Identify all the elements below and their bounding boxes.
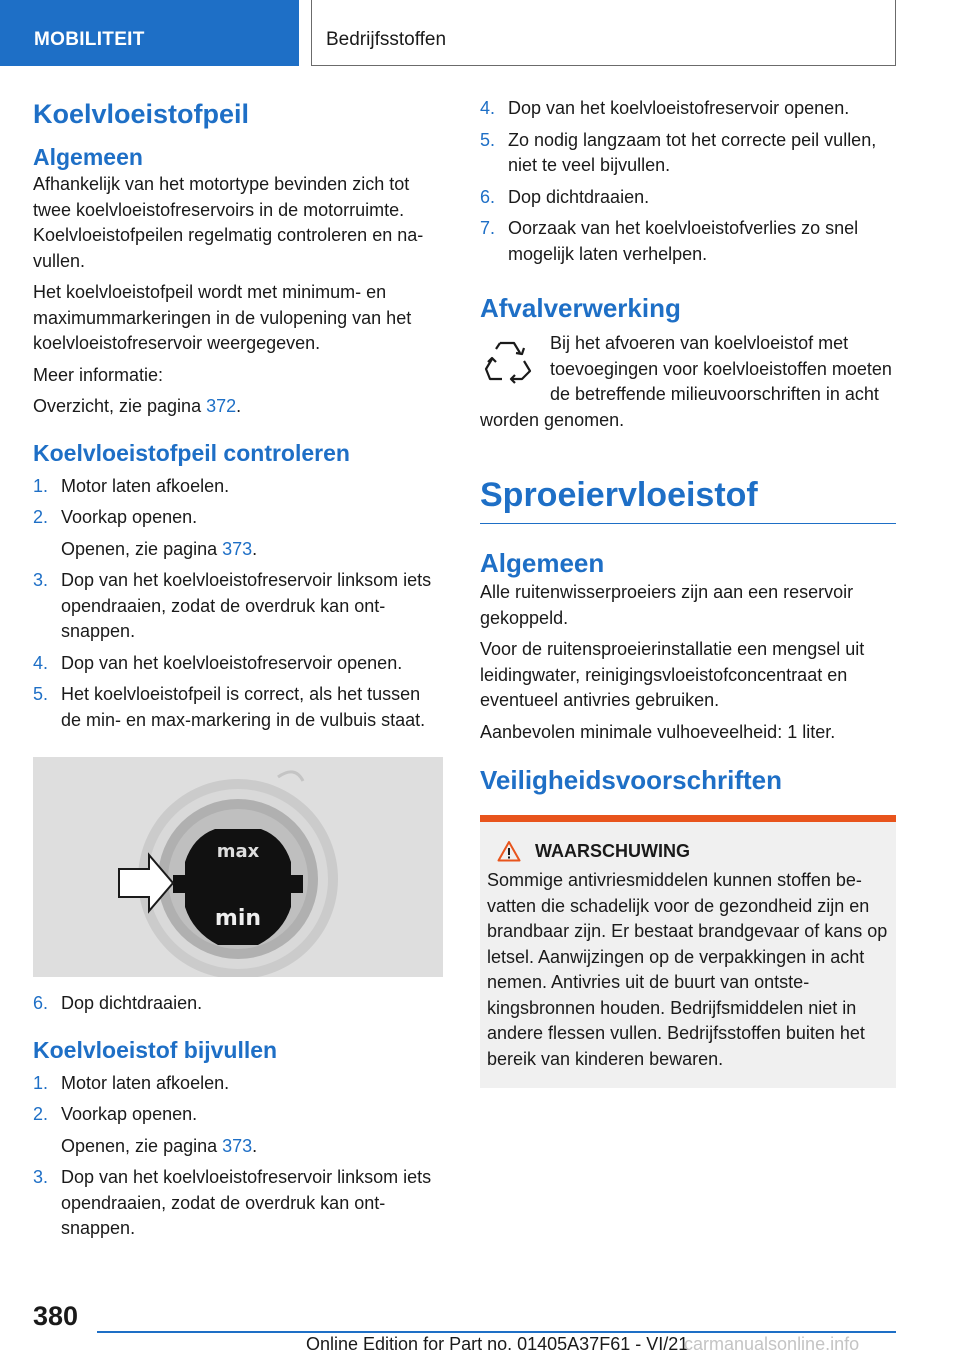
warning-heading xyxy=(487,840,889,862)
step-number: 2. xyxy=(33,507,49,527)
watermark: carmanualsonline.info xyxy=(684,1334,860,1354)
list-item xyxy=(33,1165,443,1242)
list-item xyxy=(480,216,896,267)
max-marking: max xyxy=(216,841,260,862)
left-column xyxy=(33,96,443,1248)
ref-end: . xyxy=(252,538,258,559)
paragraph: Meer informatie: xyxy=(33,364,164,385)
paragraph: Voor de ruitensproeierinstallatie een mengsel uit leidingwater, reinigingsvloeistofconcentraat en eventueel antivries gebruiken. xyxy=(480,639,865,710)
step-text: Motor laten afkoelen. xyxy=(61,1072,230,1093)
step-text: Dop van het koelvloeistofreservoir linksom iets opendraaien, zodat de overdruk kan ontsnappen. xyxy=(61,1167,432,1238)
section-title: Koelvloeistofpeil xyxy=(33,99,250,129)
list-item xyxy=(33,1071,443,1097)
steps-bijvullen-right xyxy=(480,96,896,267)
step-subtext xyxy=(33,537,443,563)
page-link-372[interactable]: 372 xyxy=(206,396,237,416)
ref-end: . xyxy=(252,1135,258,1156)
warning-text: Sommige antivriesmiddelen kunnen stoffen bevatten die schadelijk voor de gezondheid zijn en brandbaar zijn. Er bestaat brandgevaar of kans op letsel. Aanwijzingen op de verpakkingen in acht nemen. Antivries uit de buurt van ontstekingsbronnen houden. Bedrijfsmiddelen niet in andere flessen vullen. Bedrijfsstoffen buiten het bereik van kinderen bewaren. xyxy=(487,870,888,1069)
steps-controleren-cont xyxy=(33,568,443,733)
ref-end: . xyxy=(236,396,242,416)
heading-algemeen: Algemeen xyxy=(33,144,143,170)
step-subtext xyxy=(33,1134,443,1160)
step-text: Het koelvloeistofpeil is correct, als het tussen de min- en max-markering in de vulbuis staat. xyxy=(61,684,426,730)
coolant-level-figure xyxy=(33,757,443,977)
heading-bijvullen: Koelvloeistof bijvullen xyxy=(33,1036,278,1063)
min-marking: min xyxy=(214,906,262,931)
step-text: Motor laten afkoelen. xyxy=(61,475,230,496)
step-text: Dop van het koelvloeistofreservoir openen. xyxy=(508,98,850,118)
step-text: Dop van het koelvloeistofreservoir openen. xyxy=(61,652,403,673)
chapter-label: Bedrijfsstoffen xyxy=(326,29,447,50)
paragraph: Alle ruitenwisserproeiers zijn aan een reservoir gekoppeld. xyxy=(480,582,854,628)
list-item xyxy=(33,682,443,733)
recycle-icon xyxy=(482,335,532,385)
step-text: Dop van het koelvloeistofreservoir linksom iets opendraaien, zodat de overdruk kan ontsnappen. xyxy=(61,570,432,641)
step-number: 5. xyxy=(33,684,49,704)
list-item xyxy=(480,185,896,211)
section-label: MOBILITEIT xyxy=(34,29,145,50)
step-text: Oorzaak van het koelvloeistofverlies zo snel mogelijk laten verhelpen. xyxy=(508,218,859,264)
step-number: 3. xyxy=(33,570,49,590)
steps-bijvullen xyxy=(33,1071,443,1128)
right-column xyxy=(480,96,896,1088)
heading-algemeen: Algemeen xyxy=(480,548,605,578)
ref-text: Openen, zie pagina xyxy=(61,538,223,559)
ref-text: Overzicht, zie pagina xyxy=(33,396,207,416)
list-item xyxy=(33,651,443,677)
step-number: 2. xyxy=(33,1104,49,1124)
step-number: 4. xyxy=(480,98,496,118)
chapter-tab xyxy=(311,0,896,66)
page-number: 380 xyxy=(33,1301,79,1331)
step-text: Dop dichtdraaien. xyxy=(508,186,650,207)
warning-triangle-icon xyxy=(497,840,521,862)
steps-bijvullen-cont xyxy=(33,1165,443,1242)
paragraph: Het koelvloeistofpeil wordt met minimum- en maximummarkeringen in de vulopening van het koelvloeistofreservoir weergegeven. xyxy=(33,282,412,353)
warning-box xyxy=(480,815,896,1088)
step-number: 1. xyxy=(33,475,49,496)
step-number: 1. xyxy=(33,1072,49,1093)
list-item xyxy=(33,474,443,500)
paragraph: Afhankelijk van het motortype bevinden zich tot twee koelvloeistofreservoirs in de motorruimte. Koelvloeistofpeilen regelmatig controleren en navullen. xyxy=(33,174,424,271)
heading-veiligheid: Veiligheidsvoorschriften xyxy=(480,765,782,795)
edition-text: Online Edition for Part no. 01405A37F61 - VI/21 xyxy=(306,1334,689,1354)
list-item xyxy=(33,568,443,645)
coolant-cap-illustration xyxy=(33,757,443,977)
page-link-373[interactable]: 373 xyxy=(222,538,253,559)
list-item xyxy=(33,1102,443,1128)
step-text: Dop dichtdraaien. xyxy=(61,993,203,1013)
step-text: Zo nodig langzaam tot het correcte peil vullen, niet te veel bijvullen. xyxy=(508,129,877,175)
paragraph: Aanbevolen minimale vulhoeveelheid: 1 liter. xyxy=(480,721,836,742)
steps-controleren xyxy=(33,474,443,531)
step-number: 6. xyxy=(480,186,496,207)
page-link-373[interactable]: 373 xyxy=(222,1135,253,1156)
section-tab xyxy=(0,0,299,66)
paragraph xyxy=(33,394,443,420)
step-number: 6. xyxy=(33,993,49,1013)
warning-bar xyxy=(480,815,896,822)
section-title-sproeiervloeistof: Sproeiervloeistof xyxy=(480,473,896,524)
warning-title: WAARSCHUWING xyxy=(535,840,690,861)
list-item xyxy=(480,96,896,122)
step-number: 5. xyxy=(480,129,496,150)
ref-text: Openen, zie pagina xyxy=(61,1135,223,1156)
footer-divider xyxy=(97,1331,896,1333)
step-number: 7. xyxy=(480,218,496,238)
disposal-text: Bij het afvoeren van koelvloeistof met toevoegingen voor koelvloeistoffen moeten de betreffende milieuvoorschriften in acht worden genomen. xyxy=(480,333,892,430)
step-text: Voorkap openen. xyxy=(61,1104,198,1124)
steps-controleren-end xyxy=(33,991,443,1017)
list-item xyxy=(480,128,896,179)
list-item xyxy=(33,505,443,531)
step-number: 3. xyxy=(33,1167,49,1187)
list-item xyxy=(33,991,443,1017)
heading-afvalverwerking: Afvalverwerking xyxy=(480,293,681,323)
step-text: Voorkap openen. xyxy=(61,507,198,527)
step-number: 4. xyxy=(33,652,49,673)
disposal-note xyxy=(480,331,896,433)
heading-controleren: Koelvloeistofpeil controleren xyxy=(33,439,350,466)
